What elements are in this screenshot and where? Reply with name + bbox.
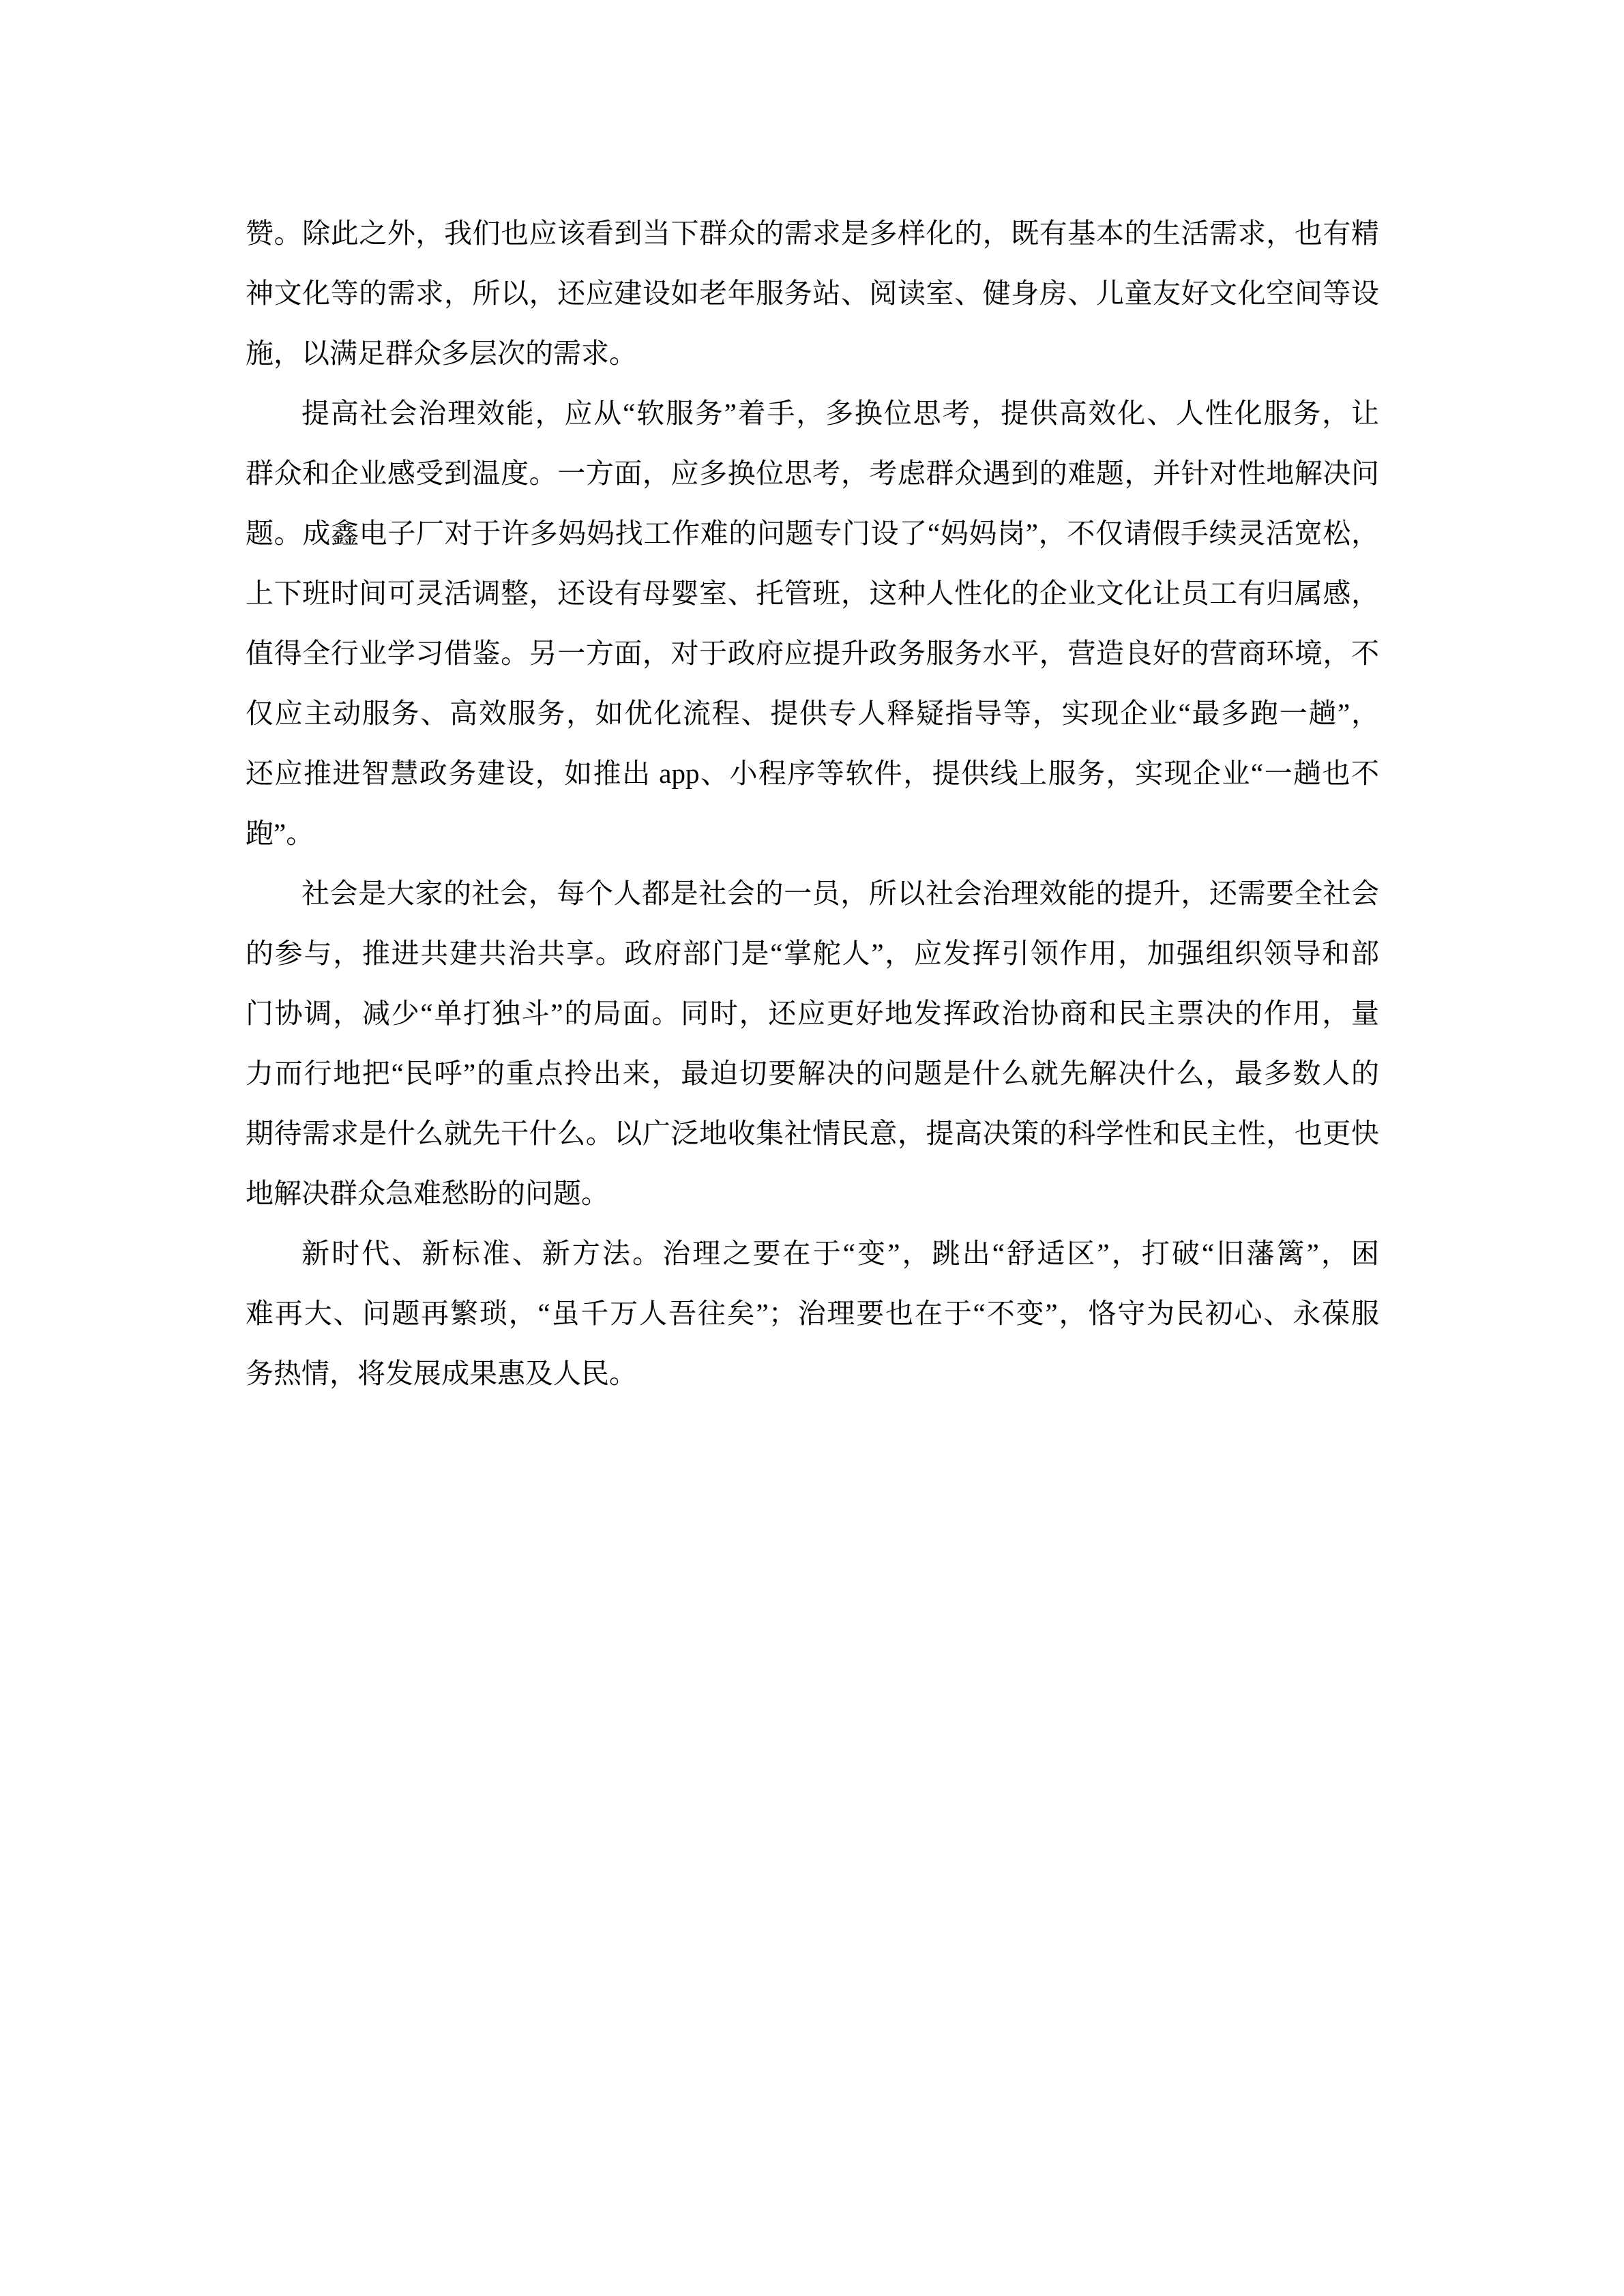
text-line: 还应推进智慧政务建设，如推出 app、小程序等软件，提供线上服务，实现企业“一趟也不 bbox=[246, 758, 1379, 789]
text-line: 上下班时间可灵活调整，还设有母婴室、托管班，这种人性化的企业文化让员工有归属感， bbox=[246, 578, 1379, 609]
text-line: 务热情，将发展成果惠及人民。 bbox=[246, 1358, 637, 1389]
text-line: 施，以满足群众多层次的需求。 bbox=[246, 338, 637, 369]
text-line: 群众和企业感受到温度。一方面，应多换位思考，考虑群众遇到的难题，并针对性地解决问 bbox=[246, 458, 1379, 489]
text-block bbox=[246, 203, 1379, 1403]
text-line: 值得全行业学习借鉴。另一方面，对于政府应提升政务服务水平，营造良好的营商环境，不 bbox=[246, 638, 1379, 669]
text-line: 力而行地把“民呼”的重点拎出来，最迫切要解决的问题是什么就先解决什么，最多数人的 bbox=[246, 1058, 1379, 1089]
text-line: 社会是大家的社会，每个人都是社会的一员，所以社会治理效能的提升，还需要全社会 bbox=[301, 878, 1379, 909]
text-line: 跑”。 bbox=[246, 818, 314, 849]
text-line: 门协调，减少“单打独斗”的局面。同时，还应更好地发挥政治协商和民主票决的作用，量 bbox=[246, 998, 1379, 1029]
text-line: 仅应主动服务、高效服务，如优化流程、提供专人释疑指导等，实现企业“最多跑一趟”， bbox=[246, 698, 1379, 729]
text-line: 提高社会治理效能，应从“软服务”着手，多换位思考，提供高效化、人性化服务，让 bbox=[301, 398, 1379, 429]
text-line: 题。成鑫电子厂对于许多妈妈找工作难的问题专门设了“妈妈岗”，不仅请假手续灵活宽松， bbox=[246, 518, 1379, 549]
text-line: 期待需求是什么就先干什么。以广泛地收集社情民意，提高决策的科学性和民主性，也更快 bbox=[246, 1118, 1379, 1149]
text-line: 神文化等的需求，所以，还应建设如老年服务站、阅读室、健身房、儿童友好文化空间等设 bbox=[246, 278, 1379, 309]
text-line: 的参与，推进共建共治共享。政府部门是“掌舵人”，应发挥引领作用，加强组织领导和部 bbox=[246, 938, 1379, 969]
text-line: 难再大、问题再繁琐，“虽千万人吾往矣”；治理要也在于“不变”，恪守为民初心、永葆服 bbox=[246, 1298, 1379, 1329]
text-line: 地解决群众急难愁盼的问题。 bbox=[246, 1178, 609, 1209]
text-line: 新时代、新标准、新方法。治理之要在于“变”，跳出“舒适区”，打破“旧藩篱”，困 bbox=[301, 1238, 1379, 1269]
text-line: 赞。除此之外，我们也应该看到当下群众的需求是多样化的，既有基本的生活需求，也有精 bbox=[246, 218, 1379, 249]
